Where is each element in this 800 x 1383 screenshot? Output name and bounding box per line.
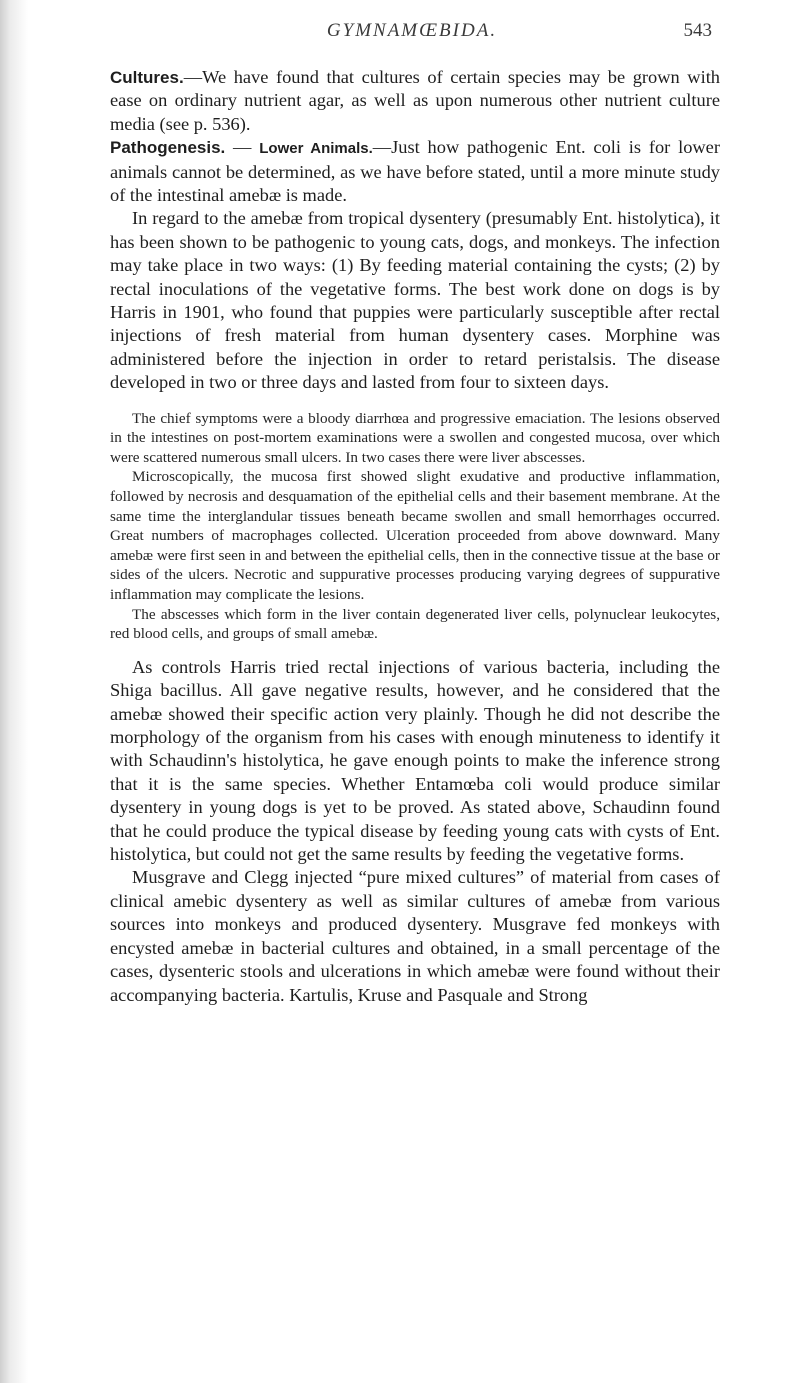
page-number: 543: [683, 20, 712, 41]
spacer: [110, 395, 720, 409]
small-paragraph-symptoms: The chief symptoms were a bloody diarrhœa and progressive emaciation. The lesions observed in the intestines on post-mortem examinations were a swollen and congested mucosa, over which were scattered numerous small ulcers. In two cases there were liver abscesses.: [110, 409, 720, 466]
paragraph-pathogenesis: [110, 136, 720, 207]
heading-dash: —: [225, 137, 260, 158]
page-header: [112, 20, 712, 46]
heading-cultures: Cultures.: [110, 68, 184, 87]
paragraph-cultures: [110, 66, 720, 136]
running-head: GYMNAMŒBIDA.: [326, 20, 498, 41]
body-text: [110, 66, 720, 1007]
paragraph-cultures-text: —We have found that cultures of certain species may be grown with ease on ordinary nutrient agar, as well as upon numerous other nutrient culture media (see p. 536).: [110, 67, 720, 134]
paragraph-controls: As controls Harris tried rectal injections of various bacteria, including the Shiga bacillus. All gave negative results, however, and he considered that the amebæ showed their specific action very plainly. Though he did not describe the morphology of the organism from his cases with enough minuteness to identify it with Schaudinn's histolytica, he gave enough points to make the inference strong that it is the same species. Whether Entamœba coli would produce similar dysentery in young dogs is yet to be proved. As stated above, Schaudinn found that he could produce the typical disease by feeding young cats with cysts of Ent. histolytica, but could not get the same results by feeding the vegetative forms.: [110, 656, 720, 865]
paragraph-musgrave: Musgrave and Clegg injected “pure mixed cultures” of material from cases of clinical amebic dysentery as well as similar cultures of amebæ from various sources into monkeys and produced dysentery. Musgrave fed monkeys with encysted amebæ in bacterial cultures and obtained, in a small percentage of the cases, dysenteric stools and ulcerations in which amebæ were found without their accompanying bacteria. Kartulis, Kruse and Pasquale and Strong: [110, 867, 720, 1005]
spacer: [110, 644, 720, 656]
paragraph-tropical-dysentery: In regard to the amebæ from tropical dysentery (presumably Ent. histolytica), it has been shown to be pathogenic to young cats, dogs, and monkeys. The infection may take place in two ways: (1) By feeding material containing the cysts; (2) by rectal inoculations of the vegetative forms. The best work done on dogs is by Harris in 1901, who found that puppies were particularly susceptible after rectal injections of fresh material from human dysentery cases. Morphine was administered before the injection in order to retard peristalsis. The disease developed in two or three days and lasted from four to sixteen days.: [110, 208, 720, 393]
small-paragraph-abscesses: The abscesses which form in the liver contain degenerated liver cells, polynuclear leukocytes, red blood cells, and groups of small amebæ.: [110, 605, 720, 643]
small-paragraph-microscopy: Microscopically, the mucosa first showed slight exudative and productive inflammation, followed by necrosis and desquamation of the epithelial cells and their basement membrane. At the same time the interglandular tissues beneath became swollen and small hemorrhages occurred. Great numbers of macrophages collected. Ulceration proceeded from above downward. Many amebæ were first seen in and between the epithelial cells, then in the connective tissue at the base or sides of the ulcers. Necrotic and suppurative processes producing varying degrees of suppurative inflammation may complicate the lesions.: [110, 468, 720, 604]
heading-pathogenesis: Pathogenesis.: [110, 138, 226, 158]
subheading-lower-animals: Lower Animals.: [259, 140, 373, 158]
paragraph-pathogenesis-text: —Just how pathogenic Ent. coli is for lower animals cannot be determined, as we have before stated, until a more minute study of the intestinal amebæ is made.: [110, 137, 720, 206]
